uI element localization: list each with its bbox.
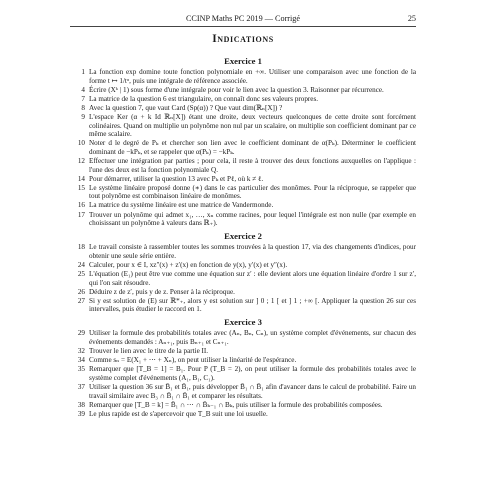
hint-text: Calculer, pour x ∈ I, xz″(x) + z′(x) en fonction de y(x), y′(x) et y″(x). bbox=[89, 260, 288, 269]
question-number: 18 bbox=[77, 243, 85, 252]
hint-item bbox=[70, 365, 416, 382]
exercise-heading: Exercice 2 bbox=[224, 231, 262, 242]
hint-item bbox=[70, 201, 416, 210]
question-number: 37 bbox=[77, 383, 85, 391]
page-title: Indications bbox=[212, 33, 274, 45]
question-number: 16 bbox=[77, 201, 85, 210]
hint-item bbox=[70, 86, 416, 95]
hint-item bbox=[70, 383, 416, 400]
hint-text: Noter d le degré de Pₖ et chercher son lien avec le coefficient dominant de α(Pₖ). Déterminer le coefficient dominant de −kPₖ, et se rappeler que α(Pₖ) = −kPₖ. bbox=[89, 139, 416, 156]
question-number: 39 bbox=[77, 409, 85, 418]
hint-text: Remarquer que [T_B = k] = B̄₁ ∩ ⋯ ∩ B̄ₖ₋₁ ∩ Bₖ, puis utiliser la formule des probabilités composées. bbox=[89, 400, 383, 409]
question-number: 10 bbox=[77, 139, 85, 148]
exercise-heading: Exercice 3 bbox=[224, 317, 262, 328]
question-number: 7 bbox=[81, 94, 85, 103]
hint-text: Déduire z de z′, puis y de z. Penser à la réciproque. bbox=[89, 287, 235, 296]
hint-item bbox=[70, 261, 416, 270]
question-number: 12 bbox=[77, 156, 85, 165]
hint-text: Écrire (Xᵏ | 1) sous forme d'une intégrale pour voir le lien avec la question 3. Raisonner par récurrence. bbox=[89, 85, 384, 94]
hint-item bbox=[70, 184, 416, 201]
hint-text: La fonction exp domine toute fonction polynomiale en +∞. Utiliser une comparaison avec une fonction de la forme t ↦ 1/tᵅ, puis une intégrale de référence associée. bbox=[89, 68, 416, 85]
hint-item bbox=[70, 270, 416, 287]
hint-item bbox=[70, 297, 416, 314]
hint-text: Pour démarrer, utiliser la question 13 avec Pₖ et Pℓ, où k ≠ ℓ. bbox=[89, 174, 264, 183]
hint-text: Trouver un polynôme qui admet x₁, …, xₙ comme racines, pour lequel l'intégrale est non nulle (par exemple en choisissant un polynôme à valeurs dans ℝ₊). bbox=[89, 210, 416, 228]
hint-item bbox=[70, 113, 416, 139]
hint-item bbox=[70, 347, 416, 356]
question-number: 27 bbox=[77, 296, 85, 305]
question-number: 32 bbox=[77, 347, 85, 356]
hint-text: Trouver le lien avec le titre de la partie II. bbox=[89, 347, 209, 356]
question-number: 17 bbox=[77, 210, 85, 219]
question-number: 34 bbox=[77, 356, 85, 365]
hint-item bbox=[70, 104, 416, 113]
hint-item bbox=[70, 243, 416, 260]
question-number: 29 bbox=[77, 329, 85, 338]
question-number: 1 bbox=[81, 68, 85, 76]
question-number: 35 bbox=[77, 365, 85, 374]
hint-item bbox=[70, 288, 416, 297]
hint-item bbox=[70, 401, 416, 410]
hint-text: L'équation (E₁) peut être vue comme une équation sur z′ : elle devient alors une équation linéaire d'ordre 1 sur z′, qui l'on sait résoudre. bbox=[89, 269, 416, 287]
question-number: 24 bbox=[77, 260, 85, 269]
question-number: 26 bbox=[77, 287, 85, 296]
page-header bbox=[70, 14, 416, 26]
hint-item bbox=[70, 95, 416, 104]
question-number: 25 bbox=[77, 269, 85, 278]
hint-text: Remarquer que [T_B = 1] = B₁. Pour P (T_B = 2), on peut utiliser la formule des probabilités totales avec le système complet d'événements (A₁, B₁, C₁). bbox=[89, 365, 416, 382]
hint-text: L'espace Ker (α + k Id ℝₙ[X]) étant une droite, deux vecteurs quelconques de cette droite sont forcément colinéaires. Quand on multiplie un polynôme non nul par un scalaire, on multiplie son coefficient dominant par ce même scalaire. bbox=[89, 112, 416, 139]
hint-text: Si y est solution de (E) sur ℝ*₊, alors y est solution sur ] 0 ; 1 [ et ] 1 ; +∞ [. Appliquer la question 26 sur ces intervalles, puis étudier le raccord en 1. bbox=[89, 296, 416, 314]
hint-item bbox=[70, 68, 416, 85]
hint-text: Le travail consiste à rassembler toutes les sommes trouvées à la question 17, via des changements d'indices, pour obtenir une seule série entière. bbox=[89, 243, 416, 260]
hint-text: Effectuer une intégration par parties ; pour cela, il reste à trouver des deux fonctions auxquelles on l'applique : l'une des deux est la fonction polynomiale Q. bbox=[89, 156, 416, 174]
header-rule bbox=[70, 26, 416, 27]
hint-text: Avec la question 7, que vaut Card (Sp(α)) ? Que vaut dim(ℝₙ[X]) ? bbox=[89, 103, 283, 112]
question-number: 8 bbox=[81, 103, 85, 112]
question-number: 9 bbox=[81, 112, 85, 121]
hint-item bbox=[70, 329, 416, 346]
hint-text: La matrice du système linéaire est une matrice de Vandermonde. bbox=[89, 201, 274, 210]
page-number: 25 bbox=[407, 14, 416, 23]
hints-content bbox=[70, 56, 416, 419]
hint-item bbox=[70, 175, 416, 184]
hint-item bbox=[70, 139, 416, 156]
hint-item bbox=[70, 157, 416, 174]
question-number: 14 bbox=[77, 174, 85, 183]
exercise-heading: Exercice 1 bbox=[224, 56, 262, 66]
question-number: 4 bbox=[81, 85, 85, 94]
hint-text: Le plus rapide est de s'apercevoir que T_B suit une loi usuelle. bbox=[89, 409, 268, 418]
hint-text: La matrice de la question 6 est triangulaire, on connaît donc ses valeurs propres. bbox=[89, 94, 319, 103]
hint-text: Comme sₙ = E(X₁ + ⋯ + Xₙ), on peut utiliser la linéarité de l'espérance. bbox=[89, 356, 297, 365]
hint-item bbox=[70, 410, 416, 419]
hint-item bbox=[70, 356, 416, 365]
hint-text: Utiliser la formule des probabilités totales avec (Aₙ, Bₙ, Cₙ), un système complet d'événements, sur chacun des événements demandés : Aₙ₊₁, puis Bₙ₊₁ et Cₙ₊₁. bbox=[89, 329, 416, 347]
header-title: CCINP Maths PC 2019 — Corrigé bbox=[185, 14, 301, 23]
hint-text: Le système linéaire proposé donne (∗) dans le cas particulier des monômes. Pour la réciproque, se rappeler que tout polynôme est combinaison linéaire de monômes. bbox=[89, 183, 416, 201]
question-number: 38 bbox=[77, 400, 85, 409]
hint-text: Utiliser la question 36 sur B̄₁ et B̄₁, puis développer B̄₁ ∩ B̄₁ afin d'avancer dans le calcul de probabilité. Faire un travail similaire avec B₃ ∩ B̄₁ ∩ B̄₁ et comparer les résultats. bbox=[89, 383, 416, 400]
question-number: 15 bbox=[77, 183, 85, 192]
hint-item bbox=[70, 211, 416, 228]
